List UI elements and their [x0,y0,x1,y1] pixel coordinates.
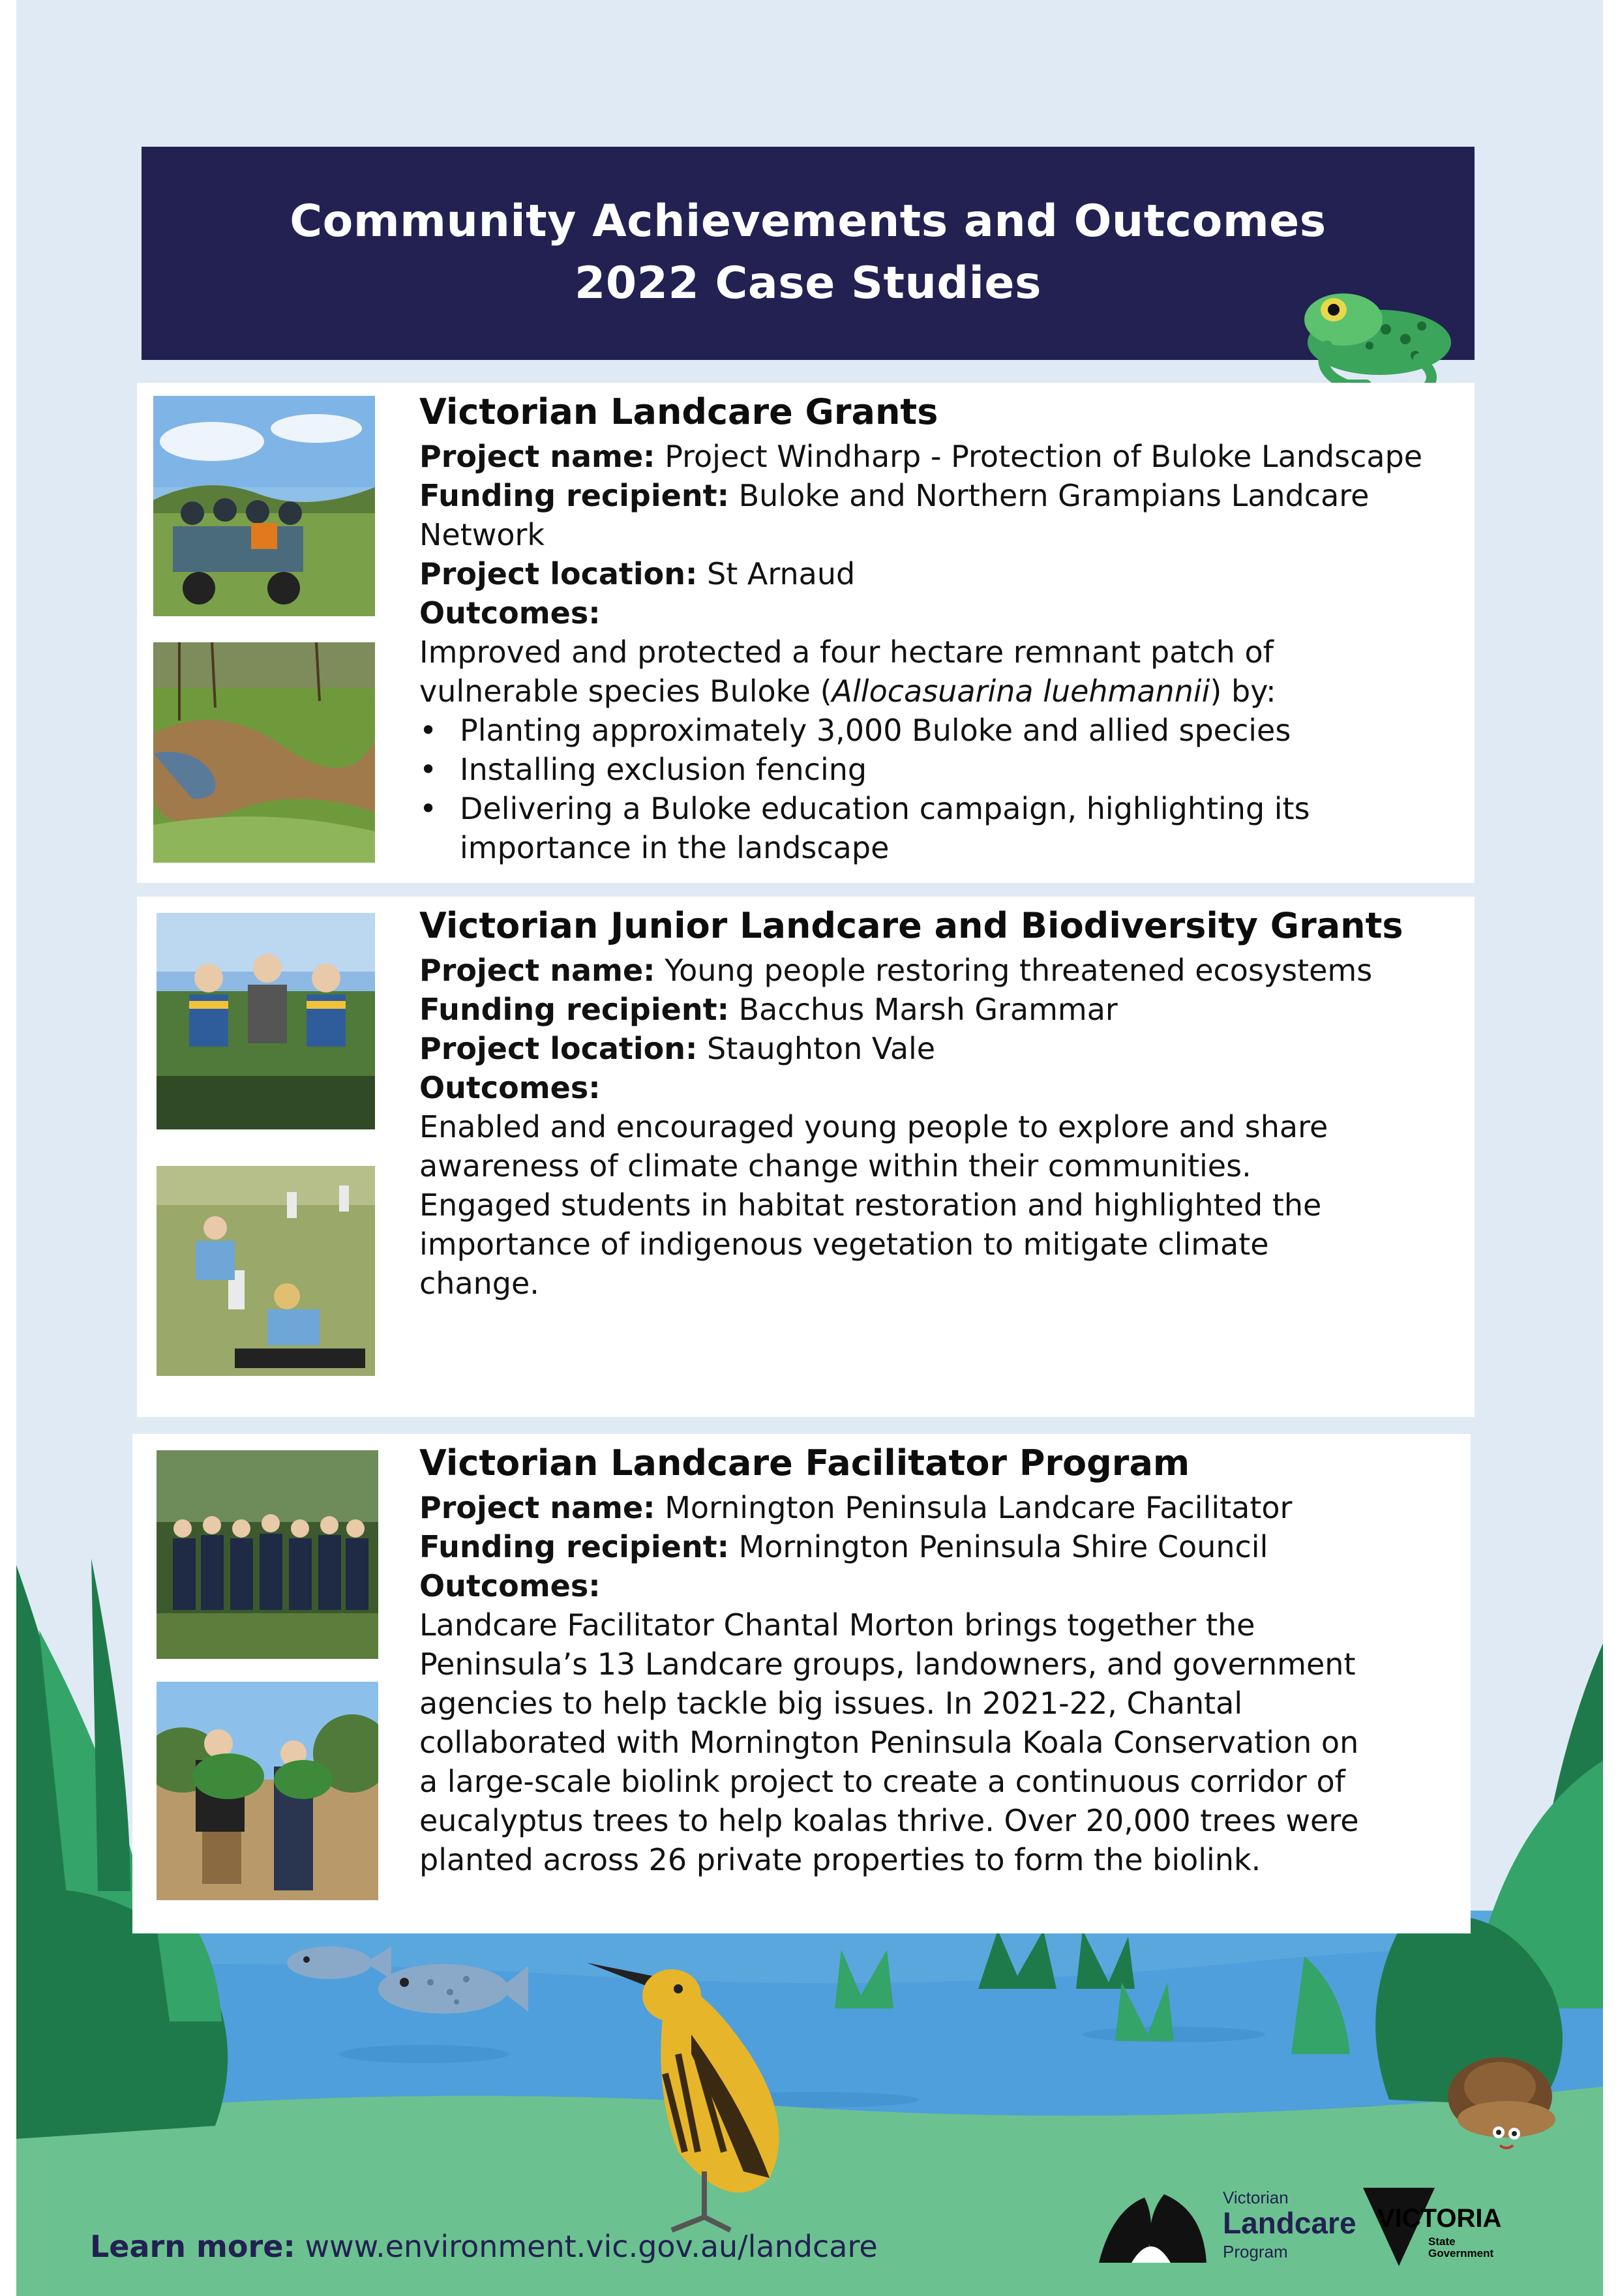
project-name-value: Young people restoring threatened ecosystems [665,953,1373,988]
header-subtitle: 2022 Case Studies [575,258,1041,309]
outcome-text: Enabled and encouraged young people to explore and share [419,1109,1328,1144]
photo-landcare-group [157,1450,378,1659]
photo-volunteers-trailer [153,396,375,616]
list-item-text: Delivering a Buloke education campaign, highlighting its [460,791,1310,826]
location-value: St Arnaud [707,556,856,591]
landcare-logo-main: Landcare [1223,2206,1356,2240]
location-row [419,554,1463,593]
funding-value: Bacchus Marsh Grammar [738,992,1118,1027]
photo-students-planting [157,1166,375,1376]
learn-more-url[interactable]: www.environment.vic.gov.au/landcare [305,2229,878,2264]
card-title: Victorian Landcare Grants [419,391,938,432]
outcome-text: collaborated with Mornington Peninsula Koala Conservation on [419,1725,1359,1760]
project-name-label: Project name: [419,439,655,474]
victoria-logo-main: VICTORIA [1377,2204,1502,2233]
funding-label: Funding recipient: [419,1529,729,1564]
list-item-text: Planting approximately 3,000 Buloke and allied species [460,713,1291,748]
photo-facilitator-with-plants [157,1682,378,1900]
list-item [419,750,1463,789]
bullet-marker: • [419,752,438,787]
funding-row [419,1527,1463,1566]
project-name-row [419,1488,1463,1527]
case-study-card-facilitator-program [132,1434,1471,1933]
list-item [419,711,1463,750]
project-name-label: Project name: [419,953,655,988]
learn-more-link[interactable] [90,2229,878,2264]
outcome-text-species [419,672,1463,711]
location-label: Project location: [419,556,698,591]
funding-label: Funding recipient: [419,478,729,513]
victoria-logo-sub2: Government [1428,2247,1494,2259]
project-name-value: Mornington Peninsula Landcare Facilitator [665,1490,1293,1525]
outcome-text-post: ) by: [1210,674,1276,709]
funding-value-continued: Network [419,517,545,552]
photo-buloke-landscape [153,642,375,863]
list-item-continued [419,828,1463,867]
card-title: Victorian Junior Landcare and Biodiversity Grants [419,905,1403,946]
funding-row [419,476,1463,515]
location-label: Project location: [419,1031,698,1066]
landcare-hands-logo [1092,2184,1210,2269]
list-item-text: Installing exclusion fencing [460,752,867,787]
landcare-logo-top: Victorian [1223,2188,1289,2207]
project-name-row [419,437,1463,476]
list-item-text: importance in the landscape [460,830,890,865]
outcome-text: Improved and protected a four hectare remnant patch of [419,634,1274,670]
learn-more-label: Learn more: [90,2229,295,2264]
case-study-card-junior-landcare [137,897,1475,1417]
photo-students-plants [157,913,375,1129]
list-item [419,789,1463,828]
outcomes-label: Outcomes: [419,1568,601,1603]
outcome-text: Landcare Facilitator Chantal Morton brings together the [419,1607,1255,1643]
outcome-text: Engaged students in habitat restoration and highlighted the [419,1187,1322,1223]
funding-row [419,990,1463,1029]
outcome-text-pre: vulnerable species Buloke ( [419,674,832,709]
case-study-card-landcare-grants [137,383,1475,883]
outcome-text: a large-scale biolink project to create a continuous corridor of [419,1764,1345,1799]
project-name-label: Project name: [419,1490,655,1525]
header-title: Community Achievements and Outcomes [290,196,1326,247]
species-name: Allocasuarina luehmannii [831,674,1210,709]
location-value: Staughton Vale [707,1031,936,1066]
funding-value: Mornington Peninsula Shire Council [738,1529,1268,1564]
victoria-logo-sub1: State [1428,2235,1456,2248]
outcome-text: change. [419,1266,539,1301]
outcome-text: eucalyptus trees to help koalas thrive. Over 20,000 trees were [419,1803,1359,1838]
location-row [419,1029,1463,1068]
bullet-marker: • [419,791,438,826]
project-name-row [419,951,1463,990]
header-banner [142,147,1475,360]
outcome-text: Peninsula’s 13 Landcare groups, landowners, and government [419,1647,1356,1682]
card-title: Victorian Landcare Facilitator Program [419,1442,1190,1483]
landcare-logo-bottom: Program [1223,2242,1288,2261]
outcome-text: importance of indigenous vegetation to mitigate climate [419,1227,1269,1262]
outcome-text: awareness of climate change within their communities. [419,1148,1251,1184]
project-name-value: Project Windharp - Protection of Buloke Landscape [665,439,1423,474]
outcome-text: planted across 26 private properties to form the biolink. [419,1842,1261,1877]
outcome-text: agencies to help tackle big issues. In 2021-22, Chantal [419,1686,1243,1721]
funding-value: Buloke and Northern Grampians Landcare [738,478,1370,513]
outcomes-label: Outcomes: [419,595,601,631]
bullet-marker: • [419,713,438,748]
footer-logos [1092,2178,1516,2276]
outcomes-label: Outcomes: [419,1070,601,1105]
funding-label: Funding recipient: [419,992,729,1027]
